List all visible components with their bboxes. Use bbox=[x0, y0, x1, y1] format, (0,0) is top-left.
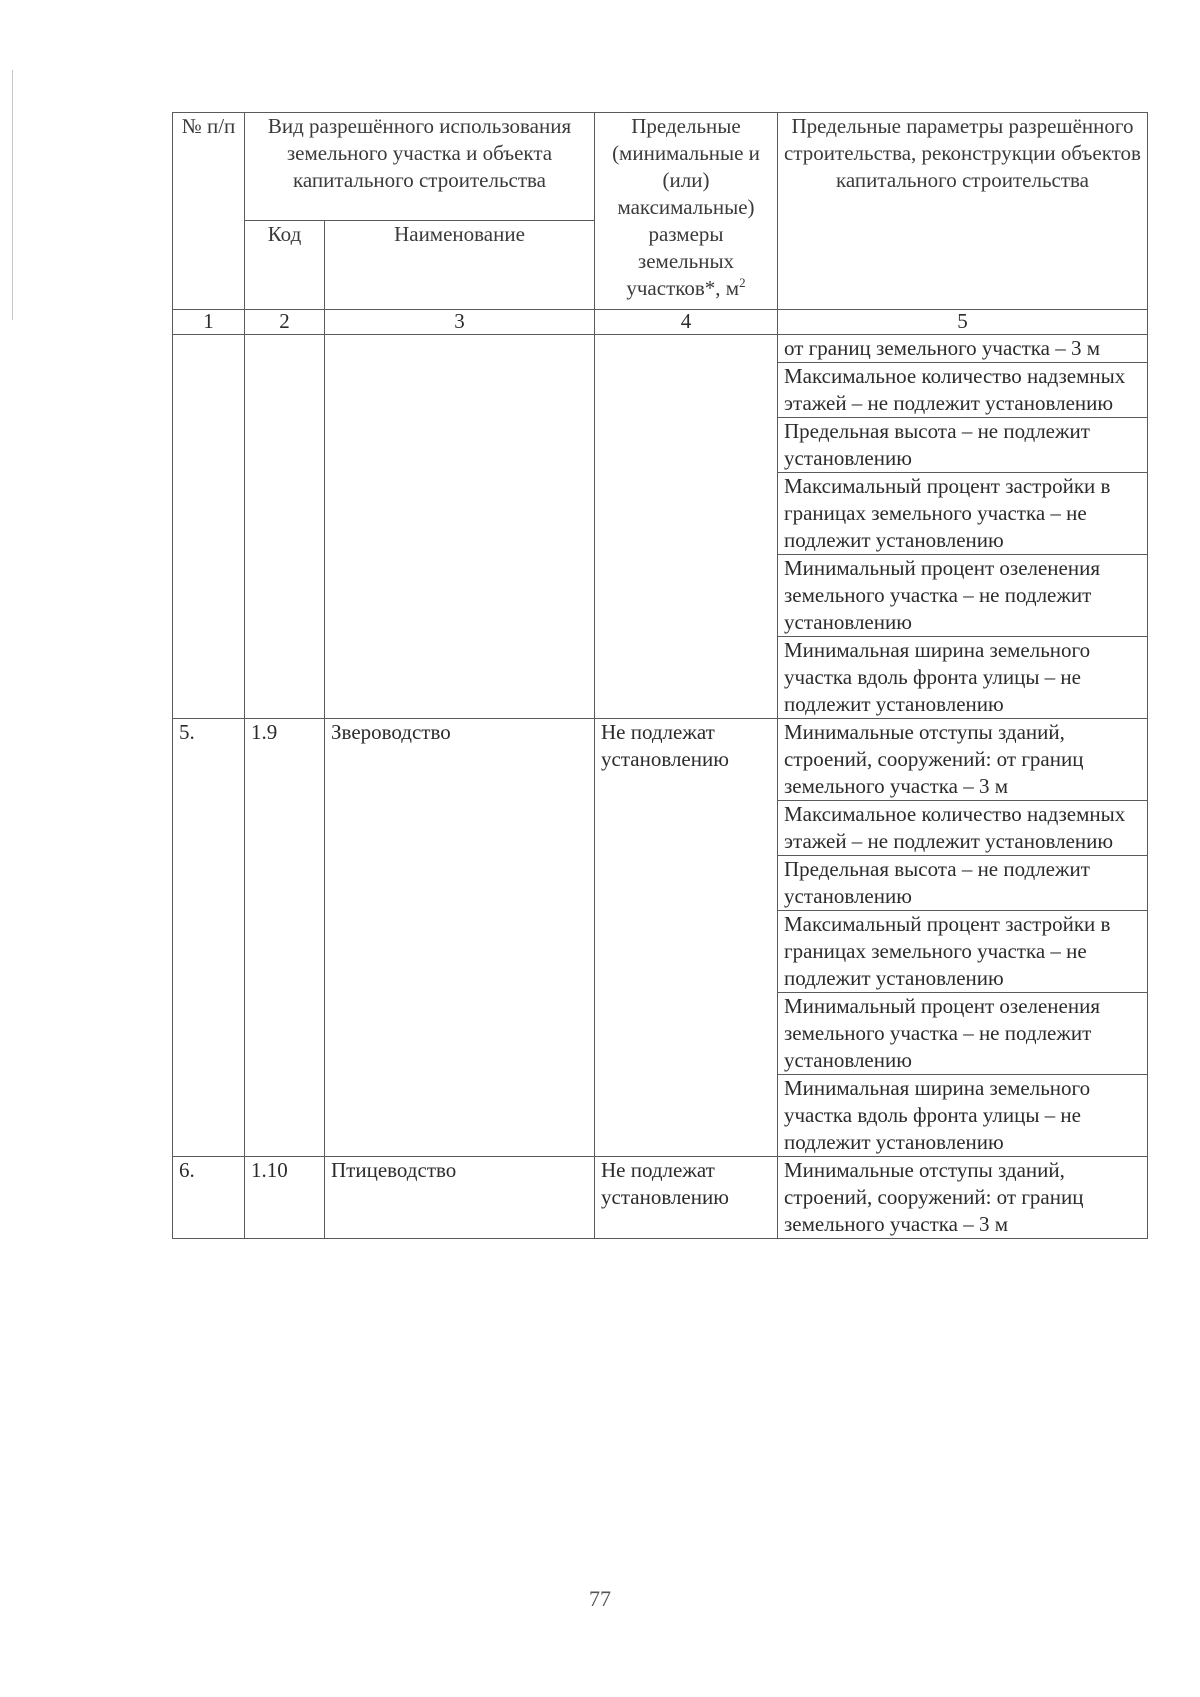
land-use-table bbox=[172, 112, 1148, 1239]
row-name: Звероводство bbox=[325, 719, 595, 1157]
row-num bbox=[173, 335, 245, 719]
header-razmery-sup: 2 bbox=[739, 275, 746, 290]
header-razmery-text: Предельные (минимальные и (или) максимальные) размеры земельных участков*, м bbox=[612, 114, 760, 300]
col-number: 4 bbox=[595, 310, 778, 335]
row-code: 1.10 bbox=[245, 1157, 325, 1239]
param-cell: Предельная высота – не подлежит установлению bbox=[778, 418, 1148, 473]
col-number: 2 bbox=[245, 310, 325, 335]
col-number: 3 bbox=[325, 310, 595, 335]
param-cell: Минимальный процент озеленения земельного участка – не подлежит установлению bbox=[778, 555, 1148, 637]
table-row bbox=[173, 719, 1148, 801]
param-cell: Минимальная ширина земельного участка вдоль фронта улицы – не подлежит установлению bbox=[778, 1075, 1148, 1157]
header-row-1 bbox=[173, 113, 1148, 221]
param-cell: от границ земельного участка – 3 м bbox=[778, 335, 1148, 363]
header-vid: Вид разрешённого использования земельного участка и объекта капитального строительства bbox=[245, 113, 595, 221]
row-sizes: Не подлежат установлению bbox=[595, 1157, 778, 1239]
param-cell: Максимальное количество надземных этажей – не подлежит установлению bbox=[778, 801, 1148, 856]
col-number: 5 bbox=[778, 310, 1148, 335]
table-row bbox=[173, 1157, 1148, 1239]
row-sizes: Не подлежат установлению bbox=[595, 719, 778, 1157]
param-cell: Минимальные отступы зданий, строений, сооружений: от границ земельного участка – 3 м bbox=[778, 719, 1148, 801]
row-code: 1.9 bbox=[245, 719, 325, 1157]
header-razmery bbox=[595, 113, 778, 310]
row-num: 6. bbox=[173, 1157, 245, 1239]
row-num: 5. bbox=[173, 719, 245, 1157]
page-number: 77 bbox=[589, 1586, 611, 1611]
param-cell: Минимальные отступы зданий, строений, сооружений: от границ земельного участка – 3 м bbox=[778, 1157, 1148, 1239]
table-row-continuation bbox=[173, 335, 1148, 363]
param-cell: Максимальный процент застройки в границах земельного участка – не подлежит установлению bbox=[778, 473, 1148, 555]
column-numbers-row bbox=[173, 310, 1148, 335]
param-cell: Максимальный процент застройки в границах земельного участка – не подлежит установлению bbox=[778, 911, 1148, 993]
header-kod: Код bbox=[245, 220, 325, 309]
row-name bbox=[325, 335, 595, 719]
row-sizes bbox=[595, 335, 778, 719]
header-num: № п/п bbox=[173, 113, 245, 310]
header-params: Предельные параметры разрешённого строительства, реконструкции объектов капитального строительства bbox=[778, 113, 1148, 310]
header-naim: Наименование bbox=[325, 220, 595, 309]
param-cell: Максимальное количество надземных этажей – не подлежит установлению bbox=[778, 363, 1148, 418]
col-number: 1 bbox=[173, 310, 245, 335]
param-cell: Предельная высота – не подлежит установлению bbox=[778, 856, 1148, 911]
row-name: Птицеводство bbox=[325, 1157, 595, 1239]
scan-artifact-line bbox=[12, 70, 13, 320]
param-cell: Минимальный процент озеленения земельного участка – не подлежит установлению bbox=[778, 993, 1148, 1075]
param-cell: Минимальная ширина земельного участка вдоль фронта улицы – не подлежит установлению bbox=[778, 637, 1148, 719]
row-code bbox=[245, 335, 325, 719]
